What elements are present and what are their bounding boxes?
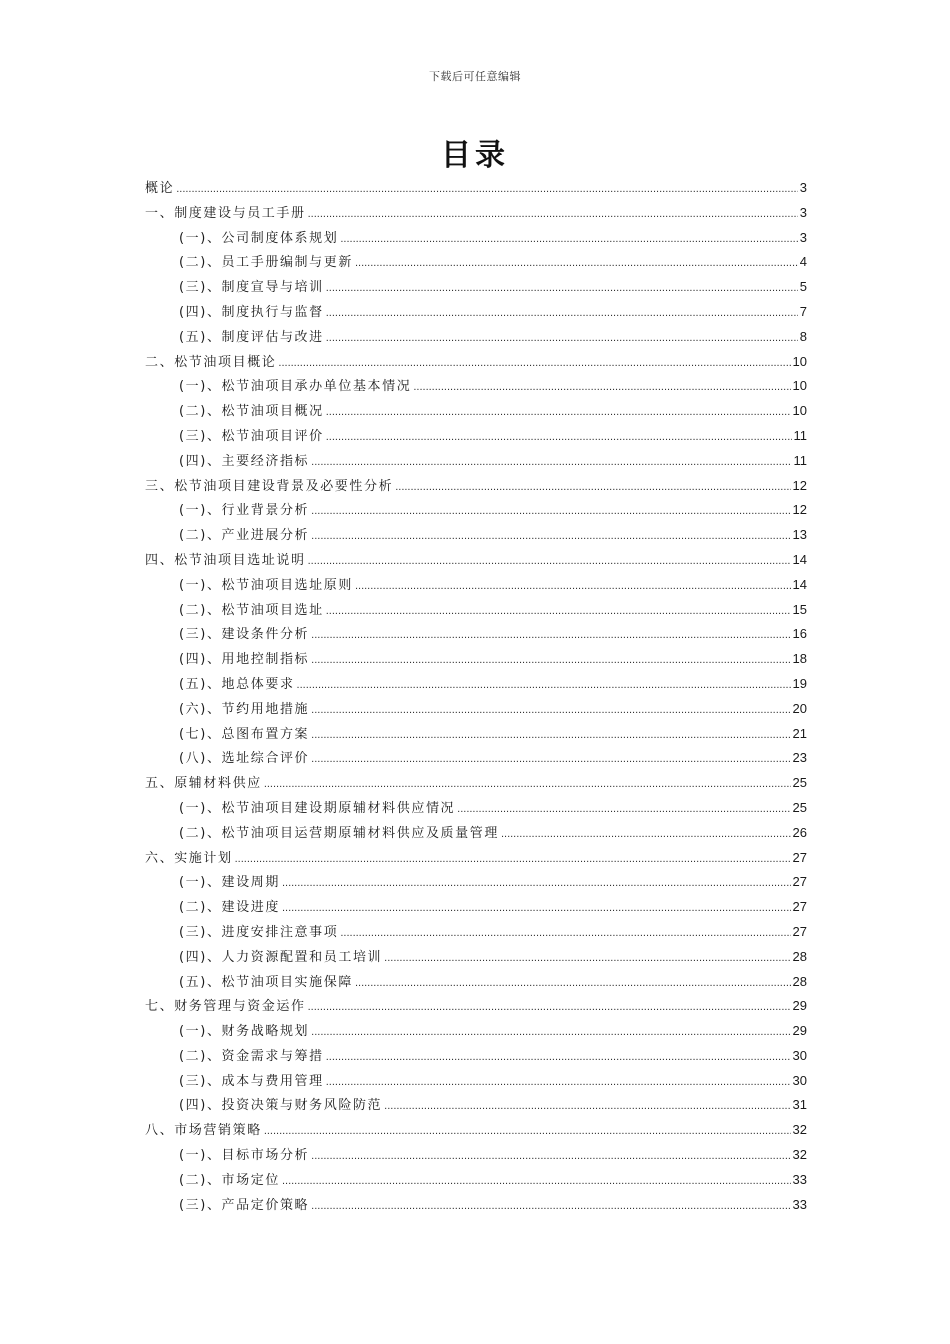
- toc-entry[interactable]: [145, 1070, 807, 1095]
- toc-entry-page: 32: [792, 1147, 807, 1163]
- toc-dot-leader: [311, 456, 791, 468]
- toc-entry[interactable]: [145, 251, 807, 276]
- toc-entry-label: (四)、用地控制指标: [179, 652, 310, 668]
- toc-dot-leader: [326, 431, 792, 443]
- toc-entry-page: 23: [792, 750, 807, 766]
- toc-entry[interactable]: [145, 623, 807, 648]
- toc-entry-page: 11: [793, 427, 807, 443]
- toc-entry-label: (一)、松节油项目承办单位基本情况: [179, 379, 412, 395]
- toc-entry-page: 10: [792, 378, 807, 394]
- toc-entry[interactable]: [145, 599, 807, 624]
- toc-entry-label: (一)、行业背景分析: [179, 503, 310, 519]
- toc-dot-leader: [282, 877, 791, 889]
- toc-entry-label: (七)、总图布置方案: [179, 726, 310, 742]
- toc-entry[interactable]: [145, 1144, 807, 1169]
- toc-entry[interactable]: [145, 673, 807, 698]
- toc-entry-label: (三)、制度宣导与培训: [179, 280, 324, 296]
- toc-dot-leader: [501, 828, 791, 840]
- toc-entry-page: 27: [792, 874, 807, 890]
- toc-entry-page: 33: [792, 1196, 807, 1212]
- toc-entry-label: (二)、产业进展分析: [179, 528, 310, 544]
- toc-entry[interactable]: [145, 1194, 807, 1219]
- toc-dot-leader: [308, 1001, 791, 1013]
- toc-entry[interactable]: [145, 1045, 807, 1070]
- toc-dot-leader: [308, 208, 798, 220]
- toc-entry[interactable]: [145, 202, 807, 227]
- toc-entry-label: (四)、投资决策与财务风险防范: [179, 1098, 383, 1114]
- toc-entry-label: (一)、财务战略规划: [179, 1024, 310, 1040]
- toc-entry-page: 14: [792, 551, 807, 567]
- toc-dot-leader: [311, 629, 790, 641]
- toc-entry[interactable]: [145, 747, 807, 772]
- toc-entry-label: (六)、节约用地措施: [179, 701, 310, 717]
- page-title: 目录: [441, 138, 509, 173]
- toc-entry[interactable]: [145, 549, 807, 574]
- toc-entry[interactable]: [145, 400, 807, 425]
- toc-dot-leader: [413, 381, 790, 393]
- toc-entry[interactable]: [145, 276, 807, 301]
- toc-entry-page: 10: [792, 403, 807, 419]
- toc-entry[interactable]: [145, 425, 807, 450]
- toc-entry-page: 20: [792, 700, 807, 716]
- toc-entry-page: 25: [792, 799, 807, 815]
- toc-entry-page: 19: [792, 675, 807, 691]
- toc-entry-page: 29: [792, 998, 807, 1014]
- header-note: 下载后可任意编辑: [429, 70, 521, 83]
- toc-entry-label: (一)、目标市场分析: [179, 1148, 310, 1164]
- toc-entry-label: (八)、选址综合评价: [179, 751, 310, 767]
- toc-entry-label: (二)、松节油项目概况: [179, 404, 324, 420]
- toc-entry-page: 18: [792, 651, 807, 667]
- toc-dot-leader: [326, 307, 798, 319]
- toc-entry[interactable]: [145, 871, 807, 896]
- toc-entry[interactable]: [145, 475, 807, 500]
- toc-entry-page: 30: [792, 1047, 807, 1063]
- toc-entry[interactable]: [145, 822, 807, 847]
- toc-dot-leader: [457, 803, 790, 815]
- toc-entry[interactable]: [145, 1094, 807, 1119]
- toc-dot-leader: [311, 1026, 790, 1038]
- toc-dot-leader: [311, 704, 790, 716]
- toc-entry-label: (三)、成本与费用管理: [179, 1073, 324, 1089]
- toc-dot-leader: [384, 952, 790, 964]
- toc-entry[interactable]: [145, 450, 807, 475]
- toc-dot-leader: [326, 1076, 791, 1088]
- toc-entry[interactable]: [145, 326, 807, 351]
- toc-dot-leader: [355, 257, 798, 269]
- toc-entry-label: 七、财务管理与资金运作: [145, 999, 306, 1015]
- toc-dot-leader: [311, 505, 790, 517]
- toc-entry-page: 27: [792, 923, 807, 939]
- toc-entry-page: 25: [792, 775, 807, 791]
- toc-entry-label: (二)、松节油项目选址: [179, 602, 324, 618]
- toc-entry-label: (二)、建设进度: [179, 900, 280, 916]
- toc-entry-label: 二、松节油项目概论: [145, 354, 277, 370]
- toc-dot-leader: [264, 778, 791, 790]
- toc-dot-leader: [326, 332, 798, 344]
- toc-dot-leader: [297, 679, 791, 691]
- toc-entry-label: (一)、松节油项目建设期原辅材料供应情况: [179, 800, 456, 816]
- toc-dot-leader: [340, 927, 790, 939]
- toc-entry-page: 10: [792, 353, 807, 369]
- toc-entry[interactable]: [145, 772, 807, 797]
- toc-entry[interactable]: [145, 946, 807, 971]
- toc-entry-label: 四、松节油项目选址说明: [145, 552, 306, 568]
- toc-entry-label: 八、市场营销策略: [145, 1123, 262, 1139]
- toc-entry[interactable]: [145, 648, 807, 673]
- toc-entry-label: (三)、建设条件分析: [179, 627, 310, 643]
- toc-entry-page: 14: [792, 576, 807, 592]
- toc-dot-leader: [395, 481, 790, 493]
- toc-dot-leader: [235, 853, 791, 865]
- toc-entry-page: 15: [792, 601, 807, 617]
- toc-dot-leader: [326, 282, 798, 294]
- toc-entry-page: 33: [792, 1171, 807, 1187]
- toc-entry[interactable]: [145, 847, 807, 872]
- toc-entry-label: (四)、制度执行与监督: [179, 304, 324, 320]
- toc-entry[interactable]: [145, 1119, 807, 1144]
- toc-entry-label: (五)、松节油项目实施保障: [179, 974, 353, 990]
- toc-dot-leader: [311, 1150, 790, 1162]
- toc-dot-leader: [282, 902, 791, 914]
- toc-entry[interactable]: [145, 995, 807, 1020]
- toc-dot-leader: [326, 1051, 791, 1063]
- toc-dot-leader: [326, 406, 791, 418]
- toc-entry-page: 7: [799, 303, 807, 319]
- toc-entry[interactable]: [145, 1169, 807, 1194]
- toc-entry-label: 概论: [145, 181, 175, 196]
- toc-entry-page: 13: [792, 527, 807, 543]
- toc-entry-label: (一)、松节油项目选址原则: [179, 577, 353, 593]
- toc-entry-label: (四)、主要经济指标: [179, 453, 310, 469]
- toc-entry[interactable]: [145, 896, 807, 921]
- toc-entry-label: (二)、松节油项目运营期原辅材料供应及质量管理: [179, 825, 499, 841]
- toc-entry-page: 11: [793, 452, 807, 468]
- toc-entry-label: (二)、资金需求与筹措: [179, 1048, 324, 1064]
- toc-entry[interactable]: [145, 227, 807, 252]
- toc-entry-page: 27: [792, 899, 807, 915]
- toc-entry-label: (二)、市场定位: [179, 1172, 280, 1188]
- toc-entry[interactable]: [145, 971, 807, 996]
- toc-entry[interactable]: [145, 1020, 807, 1045]
- toc-dot-leader: [282, 1175, 791, 1187]
- toc-entry-page: 12: [792, 502, 807, 518]
- toc-entry[interactable]: [145, 351, 807, 376]
- toc-entry-page: 8: [799, 328, 807, 344]
- toc-entry-label: 一、制度建设与员工手册: [145, 205, 306, 221]
- toc-dot-leader: [384, 1100, 790, 1112]
- toc-entry-page: 32: [792, 1122, 807, 1138]
- toc-entry-page: 30: [792, 1072, 807, 1088]
- toc-dot-leader: [311, 729, 790, 741]
- toc-dot-leader: [311, 654, 790, 666]
- toc-dot-leader: [326, 605, 791, 617]
- toc-dot-leader: [311, 1200, 790, 1212]
- toc-entry-page: 5: [799, 279, 807, 295]
- toc-entry-page: 12: [792, 477, 807, 493]
- toc-entry-page: 31: [792, 1097, 807, 1113]
- toc-entry[interactable]: [145, 499, 807, 524]
- toc-entry-label: 五、原辅材料供应: [145, 776, 262, 792]
- toc-dot-leader: [278, 357, 790, 369]
- toc-entry[interactable]: [145, 301, 807, 326]
- toc-entry-label: 三、松节油项目建设背景及必要性分析: [145, 478, 394, 494]
- toc-dot-leader: [355, 977, 791, 989]
- toc-entry-page: 3: [799, 180, 807, 195]
- toc-entry-label: (一)、建设周期: [179, 875, 280, 891]
- toc-entry-label: (三)、产品定价策略: [179, 1197, 310, 1213]
- toc-entry-page: 3: [799, 229, 807, 245]
- toc-entry-page: 28: [792, 948, 807, 964]
- toc-entry-page: 29: [792, 1023, 807, 1039]
- toc-dot-leader: [264, 1125, 791, 1137]
- toc-entry-page: 27: [792, 849, 807, 865]
- toc-entry-page: 16: [792, 626, 807, 642]
- toc-entry-label: (四)、人力资源配置和员工培训: [179, 949, 383, 965]
- toc-entry-page: 3: [799, 204, 807, 220]
- toc-entry-label: 六、实施计划: [145, 850, 233, 866]
- toc-entry-page: 21: [792, 725, 807, 741]
- toc-entry[interactable]: [145, 921, 807, 946]
- toc-dot-leader: [176, 183, 798, 195]
- toc-entry[interactable]: [145, 574, 807, 599]
- toc-entry[interactable]: [145, 698, 807, 723]
- toc-list: [145, 177, 807, 1218]
- toc-entry-label: (三)、松节油项目评价: [179, 428, 324, 444]
- toc-entry-page: 26: [792, 824, 807, 840]
- toc-entry[interactable]: [145, 177, 807, 202]
- toc-dot-leader: [311, 753, 790, 765]
- toc-entry[interactable]: [145, 375, 807, 400]
- toc-entry-page: 4: [799, 254, 807, 270]
- toc-entry-label: (五)、地总体要求: [179, 676, 295, 692]
- toc-dot-leader: [340, 233, 797, 245]
- toc-entry-label: (二)、员工手册编制与更新: [179, 255, 353, 271]
- toc-entry-page: 28: [792, 973, 807, 989]
- toc-entry[interactable]: [145, 524, 807, 549]
- toc-dot-leader: [311, 530, 790, 542]
- toc-entry-label: (一)、公司制度体系规划: [179, 230, 339, 246]
- toc-entry-label: (三)、进度安排注意事项: [179, 924, 339, 940]
- toc-entry[interactable]: [145, 797, 807, 822]
- toc-dot-leader: [355, 580, 791, 592]
- toc-entry-label: (五)、制度评估与改进: [179, 329, 324, 345]
- toc-entry[interactable]: [145, 723, 807, 748]
- toc-dot-leader: [308, 555, 791, 567]
